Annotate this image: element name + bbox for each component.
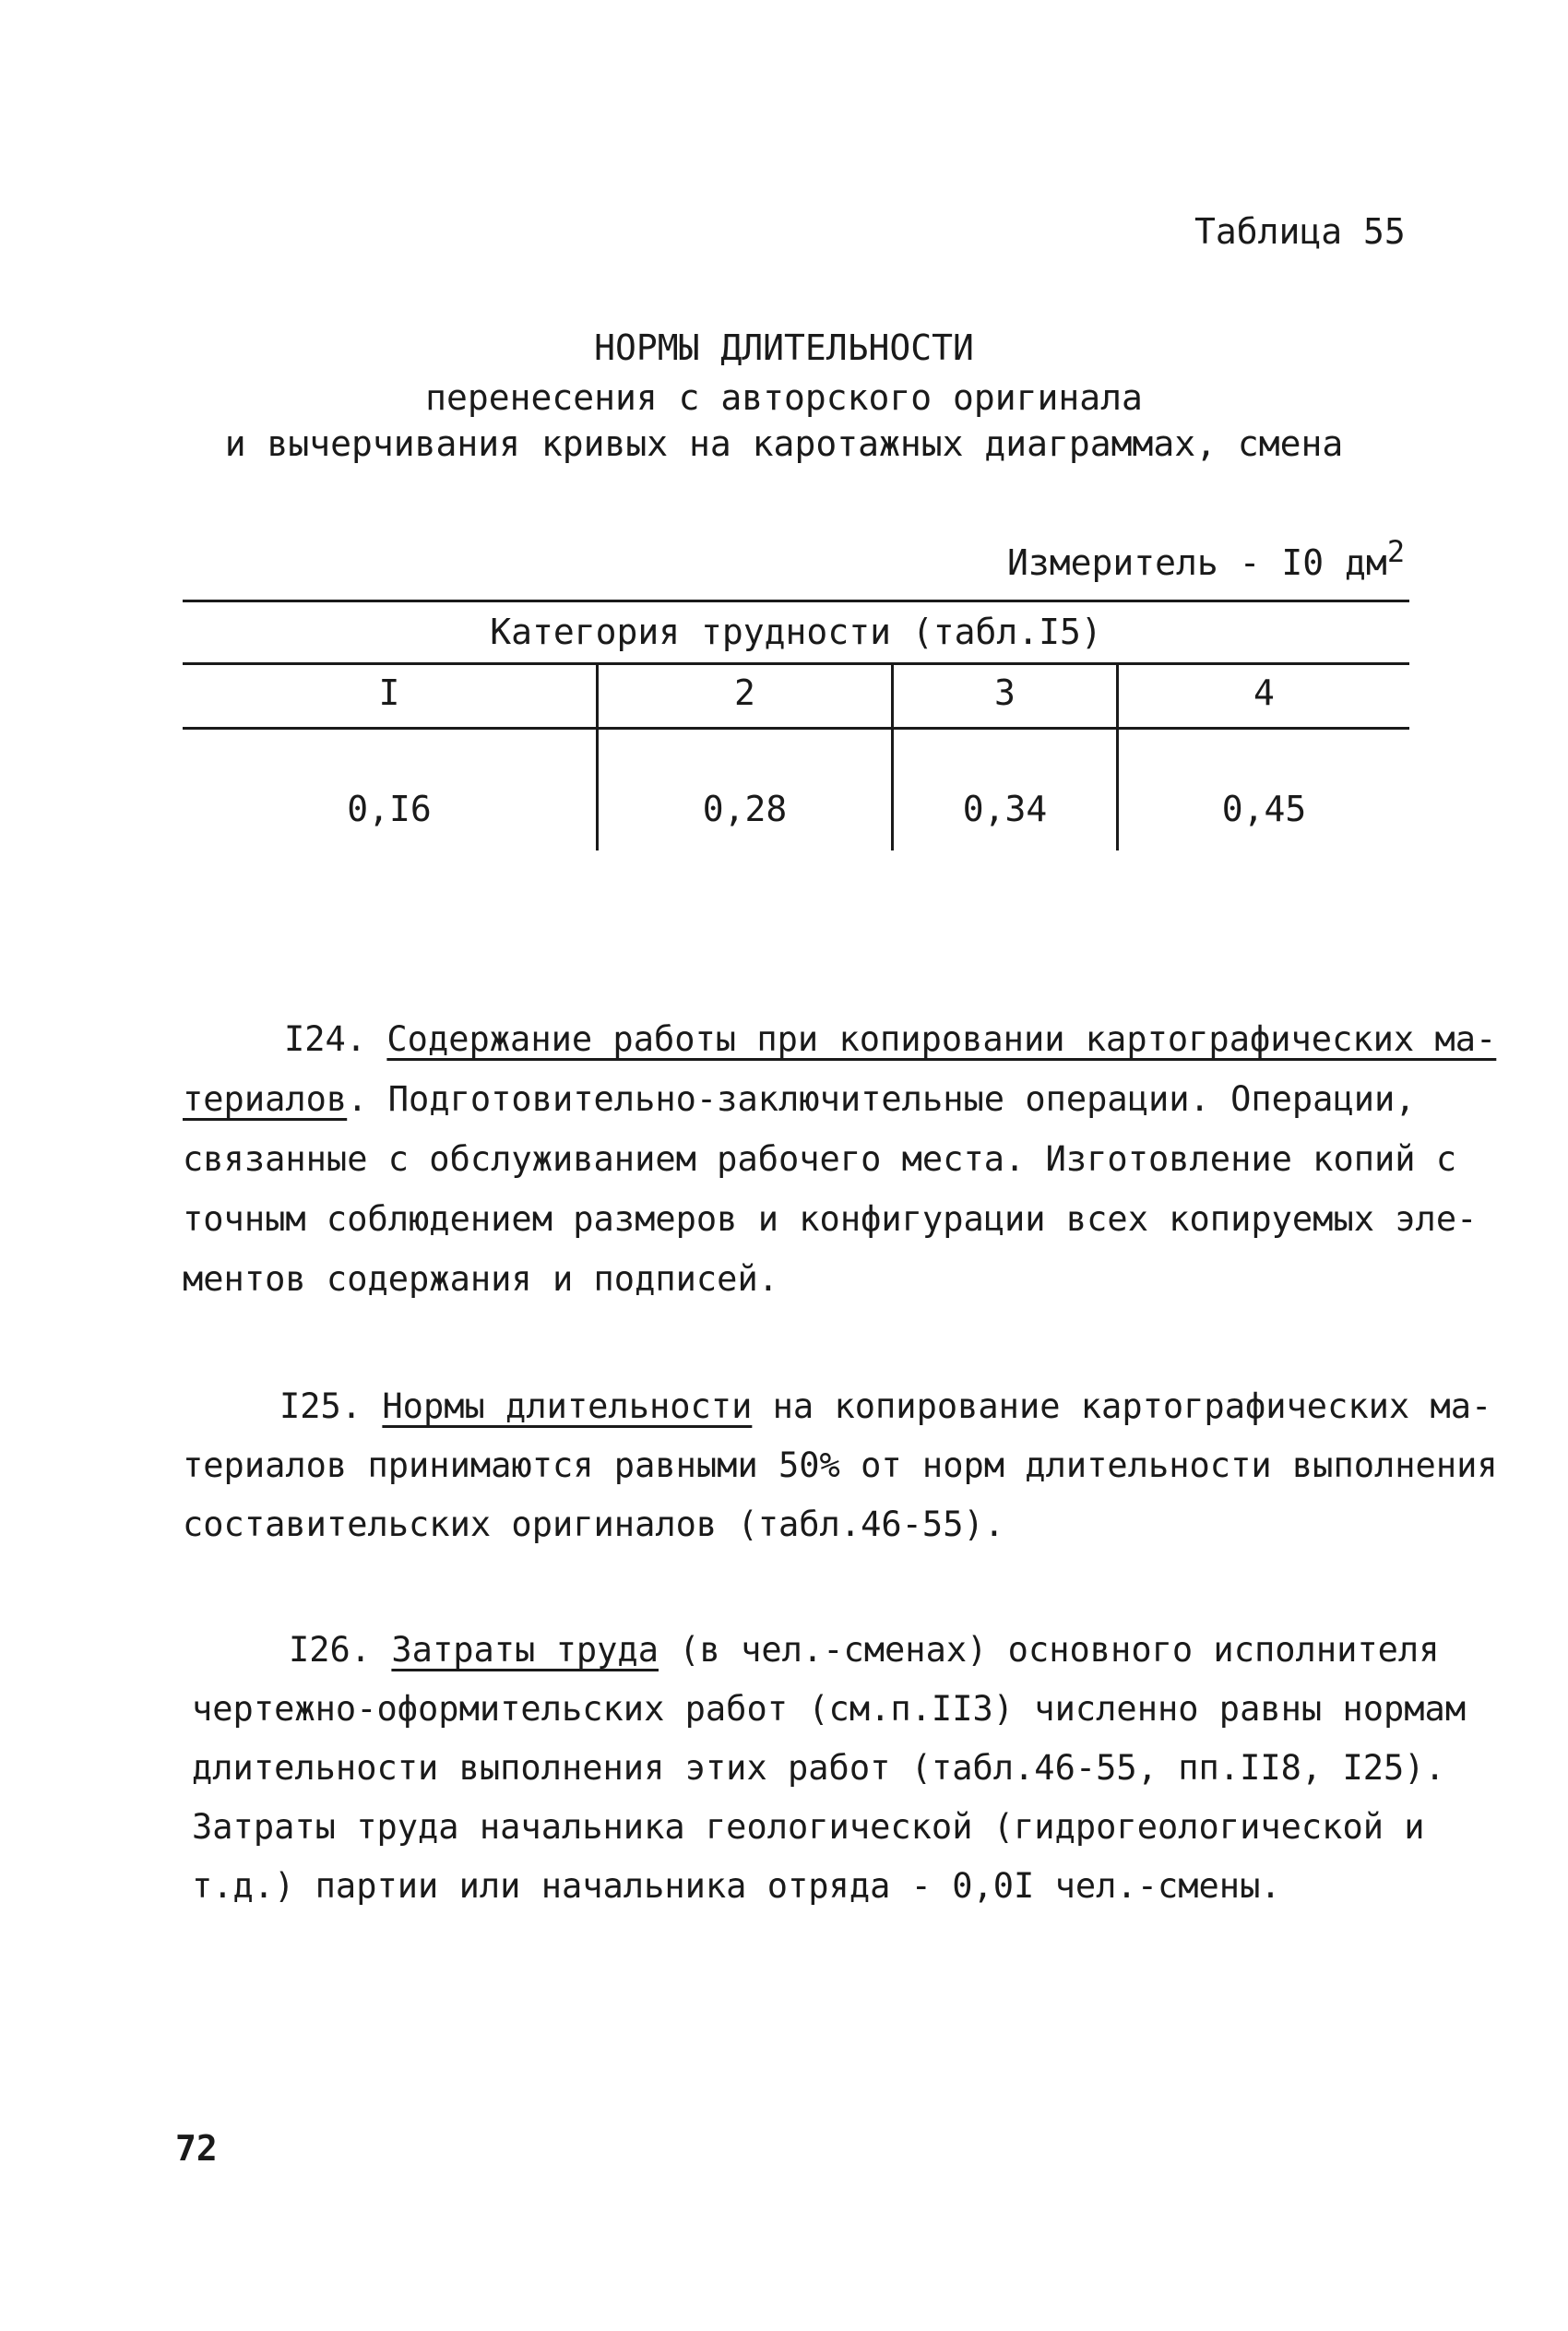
heading-subtitle-line-1: перенесения с авторского оригинала (425, 377, 1143, 418)
paragraph-line: точным соблюдением размеров и конфигурации всех копируемых эле- (183, 1199, 1478, 1239)
paragraph-line: составительских оригиналов (табл.46-55). (183, 1504, 1005, 1544)
table-column-header: 4 (1253, 672, 1275, 713)
table-value-cell: 0,28 (702, 789, 788, 829)
paragraph-line: териалов принимаются равными 50% от норм длительности выполнения (183, 1445, 1498, 1485)
table-rule-group (183, 662, 1409, 665)
norms-table (0, 0, 1568, 922)
table-value-cell: 0,34 (962, 789, 1048, 829)
paragraph-title: Затраты труда (391, 1630, 659, 1670)
paragraph-title-continued: териалов (183, 1079, 348, 1119)
paragraph-title: Содержание работы при копировании картографических ма- (386, 1019, 1497, 1059)
paragraph-text: на копирование картографических ма- (752, 1386, 1492, 1426)
paragraph-number: I25. (279, 1386, 362, 1426)
paragraph-title: Нормы длительности (382, 1386, 753, 1426)
table-group-header: Категория трудности (табл.I5) (490, 612, 1102, 652)
paragraph-line (183, 1079, 1416, 1119)
table-value-cell: 0,I6 (347, 789, 432, 829)
paragraph-line: чертежно-оформительских работ (см.п.II3) численно равны нормам (192, 1689, 1467, 1729)
paragraph-number: I26. (289, 1630, 372, 1670)
table-value-cell: 0,45 (1221, 789, 1307, 829)
paragraph-line: длительности выполнения этих работ (табл.46-55, пп.II8, I25). (192, 1748, 1445, 1788)
paragraph-line (279, 1386, 1492, 1426)
paragraph-line (284, 1019, 1497, 1059)
paragraph-126 (192, 1630, 1467, 1928)
paragraph-line (289, 1630, 1440, 1670)
heading-subtitle-line-2: и вычерчивания кривых на каротажных диаграммах, смена (224, 423, 1344, 464)
paragraph-line: ментов содержания и подписей. (183, 1259, 779, 1299)
unit-superscript: 2 (1386, 534, 1406, 569)
table-column-header: I (378, 672, 400, 713)
table-column-header: 3 (994, 672, 1016, 713)
paragraph-line: связанные с обслуживанием рабочего места. Изготовление копий с (183, 1139, 1457, 1179)
heading-title: НОРМЫ ДЛИТЕЛЬНОСТИ (594, 327, 974, 368)
table-label: Таблица 55 (1194, 211, 1406, 252)
unit-text: Измеритель - I0 дм (1007, 542, 1387, 583)
table-column-header: 2 (734, 672, 755, 713)
paragraph-line: т.д.) партии или начальника отряда - 0,0I чел.-смены. (192, 1866, 1281, 1906)
table-rule-header (183, 727, 1409, 730)
paragraph-line: Затраты труда начальника геологической (гидрогеологической и (192, 1807, 1425, 1847)
paragraph-124 (183, 1019, 1497, 1317)
page-number: 72 (175, 2128, 218, 2169)
paragraph-125 (183, 1386, 1498, 1574)
paragraph-text: (в чел.-сменах) основного исполнителя (658, 1630, 1440, 1670)
table-rule-top (183, 600, 1409, 602)
paragraph-number: I24. (284, 1019, 367, 1059)
paragraph-text: . Подготовительно-заключительные операции. Операции, (347, 1079, 1416, 1119)
